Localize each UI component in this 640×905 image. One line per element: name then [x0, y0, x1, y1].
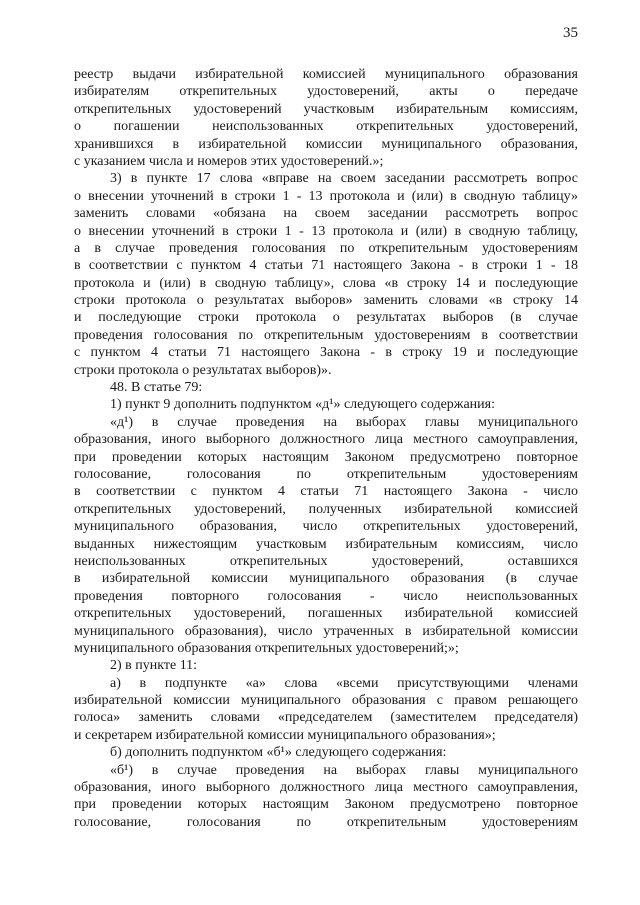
- text-line: проведения повторного голосования - число неиспользованных: [74, 588, 578, 604]
- text-line: о погашении неиспользованных открепительных удостоверений,: [74, 119, 578, 135]
- text-line: открепительных удостоверений, полученных избирательной комиссией: [74, 501, 578, 517]
- text-line: голосование, голосования по открепительным удостоверениям: [74, 466, 578, 482]
- text-line: о внесении уточнений в строки 1 - 13 протокола и (или) в сводную таблицу,: [74, 223, 578, 239]
- text-line: проведения голосования по открепительным удостоверениям в соответствии: [74, 327, 578, 343]
- text-line: реестр выдачи избирательной комиссией муниципального образования: [74, 67, 578, 82]
- text-line: в соответствии с пунктом 4 статьи 71 настоящего Закона - число: [74, 484, 578, 500]
- text-line: заменить словами «обязана на своем заседании рассмотреть вопрос: [74, 206, 578, 222]
- document-body: [74, 66, 578, 831]
- text-line: образования, иного выборного должностного лица местного самоуправления,: [74, 432, 578, 448]
- text-line: 2) в пункте 11:: [110, 658, 198, 674]
- text-line: 48. В статье 79:: [110, 380, 203, 396]
- text-line: и последующие строки протокола о результатах выборов (в случае: [74, 310, 578, 326]
- text-line: образования, иного выборного должностного лица местного самоуправления,: [74, 780, 578, 796]
- text-line: голосование, голосования по открепительным удостоверениям: [74, 814, 578, 830]
- text-line: избирательной комиссии муниципального образования с правом решающего: [74, 693, 578, 709]
- text-line: при проведении которых настоящим Законом предусмотрено повторное: [74, 797, 578, 813]
- text-line: избирателям открепительных удостоверений, акты о передаче: [74, 84, 578, 100]
- text-line: «д¹) в случае проведения на выборах главы муниципального: [110, 414, 578, 430]
- text-line: открепительных удостоверений участковым избирательным комиссиям,: [74, 101, 578, 117]
- text-line: муниципального образования), число утраченных в избирательной комиссии: [74, 623, 578, 639]
- text-line: голоса» заменить словами «председателем (заместителем председателя): [74, 710, 578, 726]
- text-line: муниципального образования открепительных удостоверений;»;: [74, 640, 459, 656]
- text-line: в избирательной комиссии муниципального образования (в случае: [74, 571, 578, 587]
- page-number: 35: [563, 25, 578, 41]
- text-line: о внесении уточнений в строки 1 - 13 протокола и (или) в сводную таблицу»: [74, 188, 578, 204]
- text-line: 3) в пункте 17 слова «вправе на своем заседании рассмотреть вопрос: [110, 171, 578, 187]
- text-line: протокола и (или) в сводную таблицу», слова «в строку 14 и последующие: [74, 275, 578, 291]
- text-line: с указанием числа и номеров этих удостоверений.»;: [74, 153, 384, 169]
- text-line: муниципального образования, число открепительных удостоверений,: [74, 519, 578, 535]
- text-line: открепительных удостоверений, погашенных избирательной комиссией: [74, 606, 578, 622]
- text-line: строки протокола о результатах выборов» заменить словами «в строку 14: [74, 293, 578, 309]
- text-line: неиспользованных открепительных удостоверений, оставшихся: [74, 553, 578, 569]
- text-line: при проведении которых настоящим Законом предусмотрено повторное: [74, 449, 578, 465]
- text-line: и секретарем избирательной комиссии муниципального образования»;: [74, 727, 496, 743]
- text-line: б) дополнить подпунктом «б¹» следующего содержания:: [110, 745, 447, 761]
- text-line: 1) пункт 9 дополнить подпунктом «д¹» следующего содержания:: [110, 397, 495, 413]
- text-line: с пунктом 4 статьи 71 настоящего Закона - в строку 19 и последующие: [74, 345, 578, 361]
- text-line: хранившихся в избирательной комиссии муниципального образования,: [74, 136, 578, 152]
- text-line: в соответствии с пунктом 4 статьи 71 настоящего Закона - в строки 1 - 18: [74, 258, 578, 274]
- text-line: «б¹) в случае проведения на выборах главы муниципального: [110, 762, 578, 778]
- text-line: а в случае проведения голосования по открепительным удостоверениям: [74, 240, 578, 256]
- text-line: строки протокола о результатах выборов)».: [74, 362, 332, 378]
- text-line: выданных нижестоящим участковым избирательным комиссиям, число: [74, 536, 578, 552]
- text-line: а) в подпункте «а» слова «всеми присутствующими членами: [110, 675, 578, 691]
